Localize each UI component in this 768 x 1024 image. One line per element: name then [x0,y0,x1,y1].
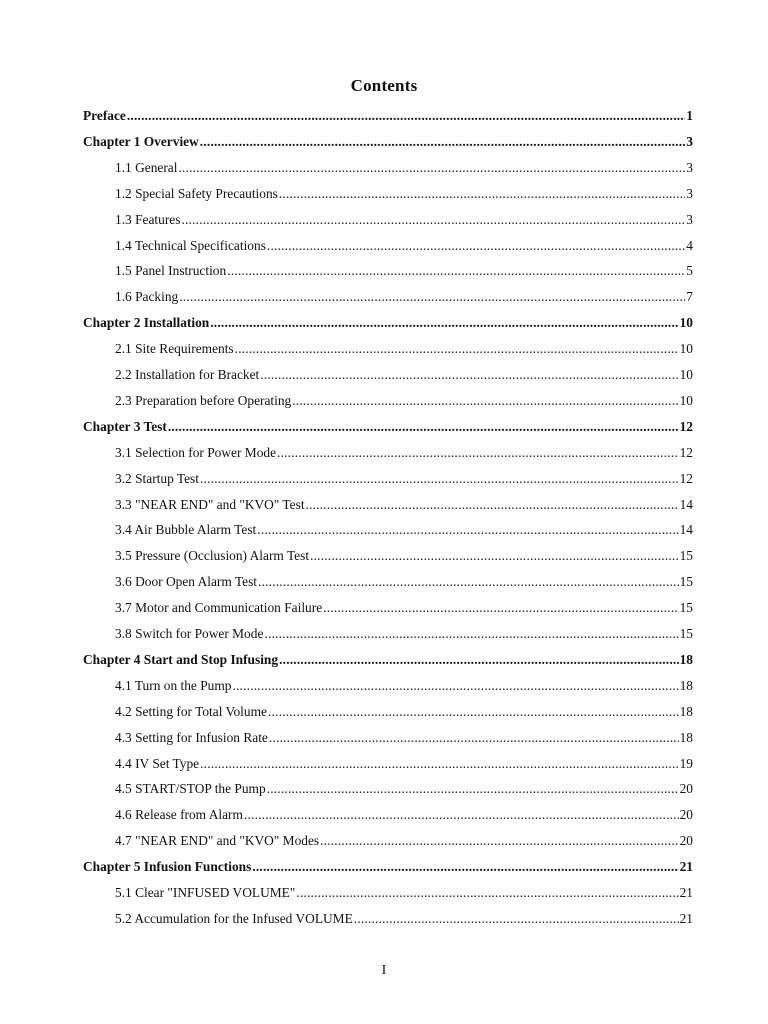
toc-dot-leader [354,909,679,929]
toc-dot-leader [277,443,679,463]
toc-entry-title: 4.6 Release from Alarm [115,807,243,823]
toc-entry-title: 3.8 Switch for Power Mode [115,626,264,641]
toc-entry-title: 3.3 "NEAR END" and "KVO" Test [115,496,305,512]
toc-entry-title: 4.4 IV Set Type [115,755,200,771]
toc-entry-title: 4.1 Turn on the Pump [115,677,232,693]
toc-page-number: 10 [679,392,693,408]
toc-section-entry[interactable] [115,469,693,489]
toc-dot-leader [210,313,678,333]
toc-page-number: 14 [679,522,693,538]
toc-page-number: 1 [686,108,693,123]
toc-entry-title: 3.7 Motor and Communication Failure [115,600,323,616]
toc-section-entry[interactable] [115,779,693,799]
toc-section-entry[interactable] [115,520,693,540]
toc-page-number: 21 [679,910,693,926]
toc-dot-leader [257,520,678,540]
toc-page-number: 10 [679,315,693,331]
toc-dot-leader [168,417,679,437]
toc-page-number: 15 [679,600,693,616]
toc-section-entry[interactable] [115,391,693,411]
toc-dot-leader [267,236,685,256]
toc-dot-leader [252,857,678,877]
toc-dot-leader [279,650,679,670]
toc-page-number: 20 [679,807,693,823]
toc-section-entry[interactable] [115,210,693,230]
toc-section-entry[interactable] [115,909,693,929]
toc-section-entry[interactable] [115,831,693,851]
toc-dot-leader [306,495,679,515]
toc-section-entry[interactable] [115,805,693,825]
toc-dot-leader [179,287,685,307]
toc-section-entry[interactable] [115,754,693,774]
toc-page-number: 10 [679,341,693,357]
toc-page-number: 15 [679,574,693,590]
toc-chapter-entry[interactable] [83,417,693,437]
toc-page-number: 21 [679,859,693,875]
toc-chapter-entry[interactable] [83,106,693,126]
toc-page-number: 20 [679,781,693,797]
toc-page-number: 3 [686,211,693,227]
toc-dot-leader [200,469,679,489]
toc-dot-leader [232,676,678,696]
toc-section-entry[interactable] [115,365,693,385]
toc-page-number: 3 [686,159,693,175]
page-title: Contents [350,76,418,95]
toc-dot-leader [267,779,679,799]
toc-dot-leader [200,754,678,774]
toc-section-entry[interactable] [115,184,693,204]
toc-dot-leader [323,598,678,618]
toc-entry-title: 1.6 Packing [115,289,179,305]
toc-entry-title: 4.3 Setting for Infusion Rate [115,729,268,745]
toc-chapter-entry[interactable] [83,857,693,877]
toc-chapter-entry[interactable] [83,650,693,670]
toc-entry-title: Chapter 5 Infusion Functions [83,859,252,875]
toc-section-entry[interactable] [115,702,693,722]
toc-entry-title: Chapter 4 Start and Stop Infusing [83,651,279,667]
toc-dot-leader [279,184,685,204]
toc-dot-leader [320,831,679,851]
toc-entry-title: 3.5 Pressure (Occlusion) Alarm Test [115,548,310,564]
toc-entry-title: 1.1 General [115,159,178,175]
toc-page-number: 15 [679,548,693,564]
toc-dot-leader [292,391,678,411]
page-number: I [381,963,387,978]
toc-page-number: 4 [686,237,693,253]
toc-entry-title: 1.5 Panel Instruction [115,263,227,279]
toc-entry-title: Chapter 3 Test [83,418,167,434]
toc-section-entry[interactable] [115,676,693,696]
toc-entry-title: 2.2 Installation for Bracket [115,367,260,382]
toc-dot-leader [227,261,685,281]
toc-entry-title: 3.4 Air Bubble Alarm Test [115,522,257,538]
toc-chapter-entry[interactable] [83,313,693,333]
toc-dot-leader [200,132,686,152]
toc-entry-title: 2.1 Site Requirements [115,341,234,357]
toc-section-entry[interactable] [115,728,693,748]
toc-page-number: 18 [679,703,693,719]
toc-dot-leader [268,702,679,722]
toc-section-entry[interactable] [115,443,693,463]
toc-section-entry[interactable] [115,546,693,566]
toc-section-entry[interactable] [115,624,693,644]
toc-page-number: 3 [686,185,693,201]
toc-entry-title: 5.1 Clear "INFUSED VOLUME" [115,885,296,900]
toc-dot-leader [260,365,678,385]
toc-dot-leader [258,572,679,592]
toc-entry-title: 1.4 Technical Specifications [115,237,266,253]
toc-page-number: 12 [679,470,693,486]
toc-entry-title: 2.3 Preparation before Operating [115,392,292,408]
toc-page-number: 18 [679,651,693,667]
toc-page-number: 19 [679,755,693,771]
toc-dot-leader [235,339,679,359]
toc-entry-title: 3.6 Door Open Alarm Test [115,574,257,590]
toc-dot-leader [310,546,679,566]
toc-entry-title: 3.2 Startup Test [115,470,199,486]
toc-section-entry[interactable] [115,261,693,281]
toc-page-number: 12 [679,444,693,460]
toc-dot-leader [127,106,685,126]
toc-page-number: 7 [686,289,693,305]
toc-page-number: 14 [679,496,693,512]
toc-entry-title: Chapter 2 Installation [83,315,210,331]
toc-page-number: 15 [679,626,693,641]
toc-dot-leader [181,210,685,230]
toc-dot-leader [264,624,678,644]
toc-page-number: 18 [679,729,693,745]
toc-entry-title: 1.3 Features [115,211,181,227]
toc-page-number: 18 [679,677,693,693]
toc-section-entry[interactable] [115,158,693,178]
toc-page-number: 21 [679,885,693,900]
toc-page-number: 3 [686,133,693,149]
toc-section-entry[interactable] [115,883,693,903]
toc-entry-title: 4.5 START/STOP the Pump [115,781,266,797]
toc-chapter-entry[interactable] [83,132,693,152]
toc-dot-leader [178,158,685,178]
toc-section-entry[interactable] [115,236,693,256]
toc-section-entry[interactable] [115,572,693,592]
toc-entry-title: 1.2 Special Safety Precautions [115,185,278,201]
toc-entry-title: 3.1 Selection for Power Mode [115,444,277,460]
toc-entry-title: 5.2 Accumulation for the Infused VOLUME [115,910,353,926]
toc-section-entry[interactable] [115,287,693,307]
toc-entry-title: Preface [83,108,126,123]
toc-section-entry[interactable] [115,598,693,618]
toc-section-entry[interactable] [115,495,693,515]
toc-page-number: 20 [679,833,693,849]
toc-entry-title: 4.2 Setting for Total Volume [115,703,267,719]
toc-dot-leader [269,728,679,748]
toc-dot-leader [244,805,679,825]
toc-dot-leader [296,883,678,903]
toc-page-number: 12 [679,418,693,434]
toc-page-number: 10 [679,367,693,382]
toc-entry-title: 4.7 "NEAR END" and "KVO" Modes [115,833,320,849]
toc-page-number: 5 [686,263,693,279]
toc-entry-title: Chapter 1 Overview [83,133,199,149]
toc-section-entry[interactable] [115,339,693,359]
